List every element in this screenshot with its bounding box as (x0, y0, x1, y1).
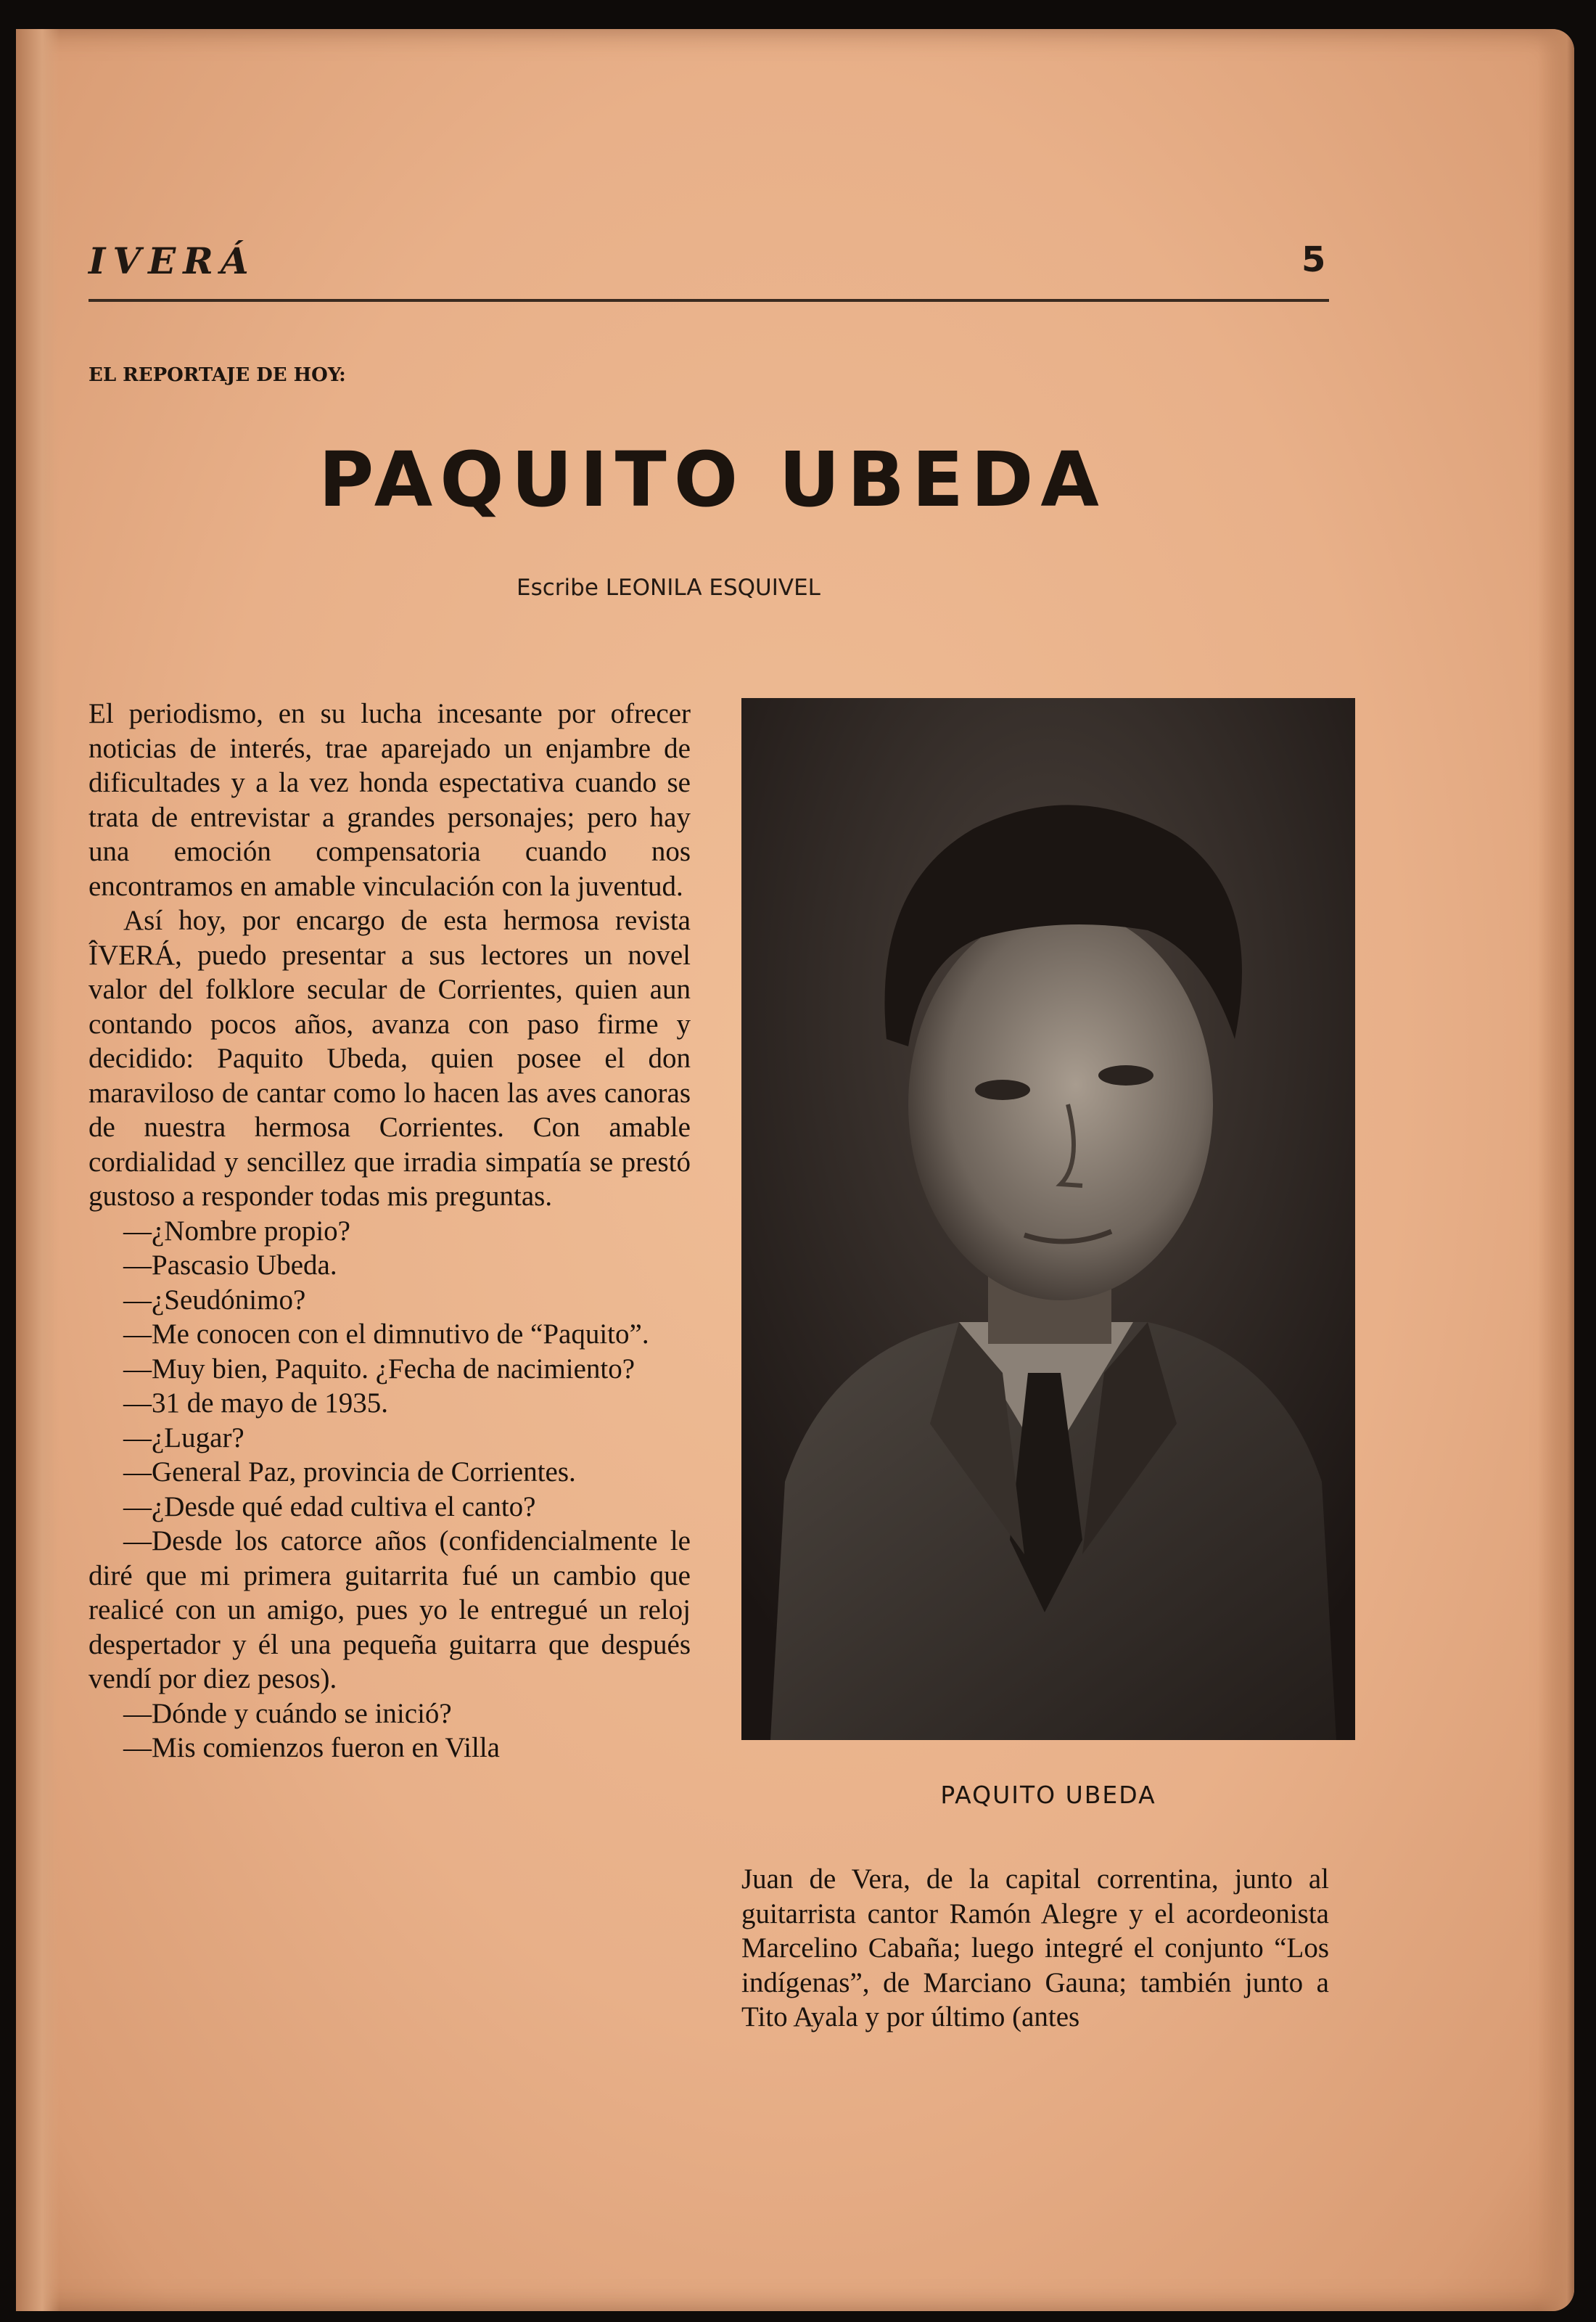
interview-line: —Me conocen con el dimnutivo de “Paquito”. (123, 1318, 649, 1350)
section-kicker: EL REPORTAJE DE HOY: (89, 364, 346, 386)
portrait-illustration (741, 698, 1355, 1740)
interview-line: —¿Seudónimo? (123, 1284, 306, 1316)
header-rule (89, 299, 1329, 302)
paragraph: Así hoy, por encargo de esta hermosa revista ÎVERÁ, puedo presentar a sus lectores un novel valor del folklore secular de Corrientes, quien aun contando pocos años, avanza con paso firme y decidido: Paquito Ubeda, quien posee el don maraviloso de cantar como lo hacen las aves canoras de nuestra hermosa Corrientes. Con amable cordialidad y sencillez que irradia simpatía se prestó gustoso a responder todas mis preguntas. (89, 905, 691, 1212)
paragraph: El periodismo, en su lucha incesante por ofrecer noticias de interés, trae aparejado un enjambre de dificultades y a la vez honda espectativa cuando se trata de entrevistar a grandes personajes; pero hay una emoción compensatoria cuando nos encontramos en amable vinculación con la juventud. (89, 698, 691, 902)
photo-caption: PAQUITO UBEDA (940, 1781, 1156, 1809)
page-edge-shadow (1538, 29, 1574, 2311)
interview-line: —Muy bien, Paquito. ¿Fecha de nacimiento? (123, 1353, 635, 1384)
interview-line: —¿Desde qué edad cultiva el canto? (123, 1490, 536, 1522)
article-byline: Escribe LEONILA ESQUIVEL (517, 575, 820, 601)
interview-line: —Desde los catorce años (confidencialmente le diré que mi primera guitarrita fué un cambio que realicé con un amigo, pues yo le entregué un reloj despertador y él una pequeña guitarra que después vendí por diez pesos). (89, 1525, 691, 1694)
interview-line: —¿Nombre propio? (123, 1215, 350, 1247)
interview-line: —31 de mayo de 1935. (123, 1387, 389, 1419)
portrait-photo (741, 698, 1355, 1740)
interview-line: —¿Lugar? (123, 1421, 244, 1453)
page-number: 5 (1301, 239, 1326, 280)
paragraph: Juan de Vera, de la capital correntina, junto al guitarrista cantor Ramón Alegre y el acordeonista Marcelino Cabaña; luego integré el conjunto “Los indígenas”, de Marciano Gauna; también junto a Tito Ayala y por último (antes (741, 1863, 1329, 2032)
running-title: IVERÁ (89, 239, 256, 282)
interview-line: —Dónde y cuándo se inició? (123, 1697, 452, 1729)
right-column-text (741, 1862, 1329, 2035)
page-spine-shadow (16, 29, 59, 2311)
interview-line: —General Paz, provincia de Corrientes. (123, 1456, 576, 1488)
magazine-page (16, 29, 1574, 2311)
article-title: PAQUITO UBEDA (318, 435, 1106, 524)
interview-line: —Pascasio Ubeda. (123, 1250, 337, 1281)
interview-line: —Mis comienzos fueron en Villa (123, 1732, 500, 1763)
left-column-text (89, 697, 691, 1765)
